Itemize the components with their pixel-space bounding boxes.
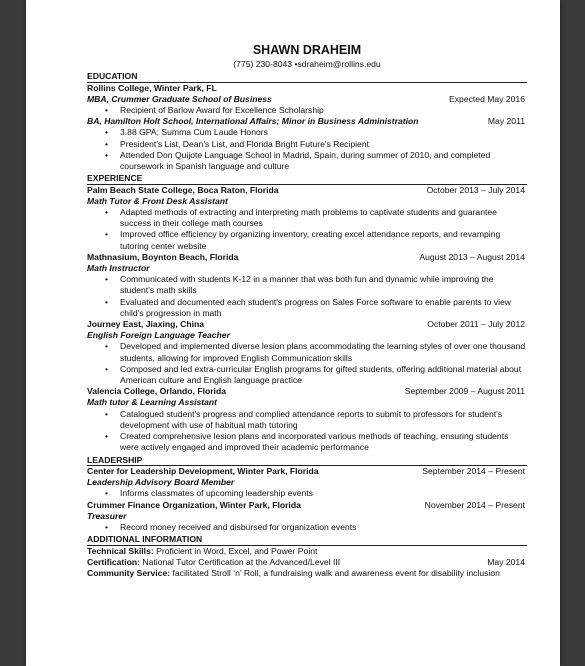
skills-line: Technical Skills: Proficient in Word, Excel, and Power Point bbox=[87, 545, 318, 556]
job-org: Mathnasium, Boynton Beach, Florida bbox=[87, 251, 239, 262]
degree-2-bullets bbox=[87, 127, 527, 172]
section-additional-title: ADDITIONAL INFORMATION bbox=[87, 534, 527, 546]
degree-2-name: BA, Hamilton Holt School, International Affairs; Minor in Business Administration bbox=[87, 116, 419, 127]
job-org: Journey East, Jiaxing, China bbox=[87, 319, 205, 330]
leadership-entry bbox=[87, 466, 527, 500]
job-role: English Foreign Language Teacher bbox=[87, 330, 230, 341]
degree-1-bullets bbox=[87, 105, 527, 116]
section-education-title: EDUCATION bbox=[87, 71, 527, 83]
list-item: • President's List, Dean's List, and Florida Bright Future's Recipient bbox=[105, 138, 370, 149]
resume-content bbox=[87, 43, 527, 579]
job-role: Math Tutor & Front Desk Assistant bbox=[87, 195, 228, 206]
job-bullets bbox=[87, 409, 527, 454]
job-bullets bbox=[87, 274, 527, 319]
list-item: • Catalogued student's progress and complied attendance reports to submit to professors for student's development with use of habitual math tutoring bbox=[105, 408, 503, 430]
leadership-role: Treasurer bbox=[87, 510, 127, 521]
job-bullets bbox=[87, 207, 527, 252]
job-date: October 2013 – July 2014 bbox=[426, 184, 525, 195]
degree-1-date: Expected May 2016 bbox=[449, 93, 525, 104]
contact-line: (775) 230-8043 •sdraheim@rollins.edu bbox=[233, 59, 381, 69]
job-bullets bbox=[87, 341, 527, 386]
list-item: • Composed and led extra-curricular English programs for gifted students, offering additional material about American culture and English language practice bbox=[105, 363, 522, 386]
list-item: • Recipient of Barlow Award for Excellence Scholarship bbox=[105, 104, 324, 115]
job-org: Palm Beach State College, Boca Raton, Florida bbox=[87, 184, 279, 195]
job-date: September 2009 – August 2011 bbox=[404, 386, 525, 397]
community-service-line: Community Service: facilitated Stroll ‘n’ Roll, a fundraising walk and awareness event for disability inclusion bbox=[87, 568, 500, 579]
job-org: Valencia College, Orlando, Florida bbox=[87, 386, 226, 397]
job-entry bbox=[87, 386, 527, 453]
leadership-bullets bbox=[87, 522, 527, 533]
leadership-bullets bbox=[87, 488, 527, 499]
leadership-date: September 2014 – Present bbox=[422, 466, 525, 476]
leadership-org: Crummer Finance Organization, Winter Park, Florida bbox=[87, 499, 301, 510]
job-entry bbox=[87, 319, 527, 386]
job-role: Math tutor & Learning Assistant bbox=[87, 397, 218, 408]
list-item: • Improved office efficiency by organizing inventory, creating excel attendance reports, and revamping tutoring center website bbox=[105, 229, 501, 251]
list-item: • Informs classmates of upcoming leadership events bbox=[105, 488, 313, 499]
leadership-date: November 2014 – Present bbox=[424, 499, 525, 510]
education-school: Rollins College, Winter Park, FL bbox=[87, 82, 217, 93]
list-item: • Attended Don Quijote Language School in Madrid, Spain, during summer of 2010, and completed coursework in Spanish language and culture bbox=[105, 149, 491, 171]
list-item: • Developed and implemented diverse lesion plans accommodating the learning styles of over one thousand students, allowing for improved English Communication skills bbox=[105, 341, 526, 363]
list-item: • Record money received and disbursed for organization events bbox=[105, 522, 357, 533]
job-date: October 2011 – July 2012 bbox=[427, 319, 525, 330]
candidate-name: SHAWN DRAHEIM bbox=[252, 43, 362, 57]
leadership-entry bbox=[87, 500, 527, 534]
job-date: August 2013 – August 2014 bbox=[419, 251, 525, 262]
list-item: • Adapted methods of extracting and interpreting math problems to captivate students and guarantee success in their college math courses bbox=[105, 207, 497, 229]
job-entry bbox=[87, 185, 527, 252]
list-item: • 3.88 GPA; Summa Cum Laude Honors bbox=[105, 127, 268, 138]
resume-page bbox=[26, 0, 560, 666]
job-role: Math Instructor bbox=[87, 263, 150, 274]
section-leadership-title: LEADERSHIP bbox=[87, 455, 527, 467]
job-entry bbox=[87, 252, 527, 319]
list-item: • Evaluated and documented each student's progress on Sales Force software to enable parents to view child's progression in math bbox=[105, 296, 511, 318]
list-item: • Communicated with students K-12 in a manner that was both fun and dynamic while improving the student's math skills bbox=[105, 274, 494, 296]
section-experience-title: EXPERIENCE bbox=[87, 173, 527, 185]
leadership-role: Leadership Advisory Board Member bbox=[87, 477, 235, 488]
list-item: • Created comprehensive lesion plans and incorporated various methods of teaching, ensuring students were actively engaged and improved their academic performance bbox=[105, 431, 509, 453]
degree-1-row bbox=[87, 94, 527, 105]
certification-line: Certification: National Tutor Certification at the Advanced/Level III May 2014 bbox=[87, 556, 525, 567]
degree-2-row bbox=[87, 116, 527, 127]
degree-2-date: May 2011 bbox=[487, 116, 525, 127]
degree-1-name: MBA, Crummer Graduate School of Business bbox=[87, 93, 272, 104]
leadership-org: Center for Leadership Development, Winter Park, Florida bbox=[87, 466, 319, 476]
